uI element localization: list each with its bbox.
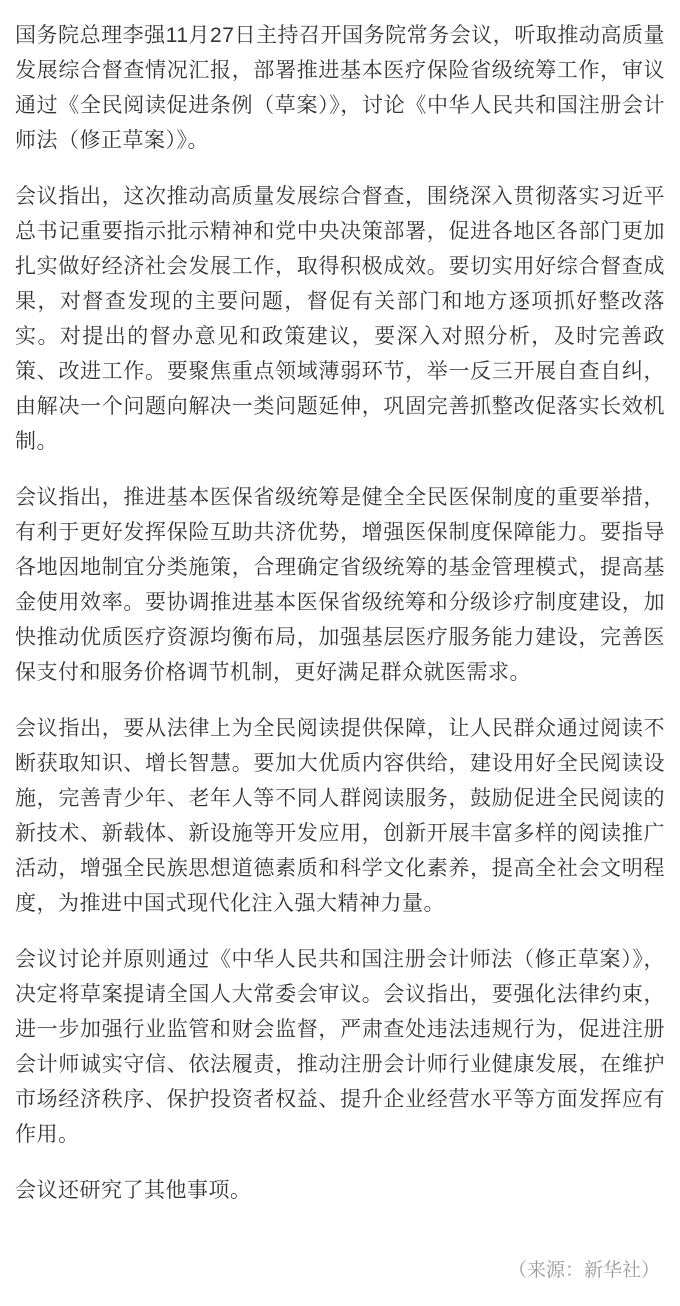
source-attribution: （来源：新华社）: [507, 1260, 660, 1281]
paragraph: 会议指出，这次推动高质量发展综合督查，围绕深入贯彻落实习近平总书记重要指示批示精神和党中央决策部署，促进各地区各部门更加扎实做好经济社会发展工作，取得积极成效。要切实用好综合督查成果，对督查发现的主要问题，督促有关部门和地方逐项抓好整改落实。对提出的督办意见和政策建议，要深入对照分析，及时完善政策、改进工作。要聚焦重点领域薄弱环节，举一反三开展自查自纠，由解决一个问题向解决一类问题延伸，巩固完善抓整改促落实长效机制。: [15, 185, 665, 453]
paragraph: 会议讨论并原则通过《中华人民共和国注册会计师法（修正草案）》，决定将草案提请全国人大常委会审议。会议指出，要强化法律约束，进一步加强行业监管和财会监督，严肃查处违法违规行为，促进注册会计师诚实守信、依法履责，推动注册会计师行业健康发展，在维护市场经济秩序、保护投资者权益、提升企业经营水平等方面发挥应有作用。: [15, 948, 665, 1146]
paragraph: 会议指出，要从法律上为全民阅读提供保障，让人民群众通过阅读不断获取知识、增长智慧。要加大优质内容供给，建设用好全民阅读设施，完善青少年、老年人等不同人群阅读服务，鼓励促进全民阅读的新技术、新载体、新设施等开发应用，创新开展丰富多样的阅读推广活动，增强全民族思想道德素质和科学文化素养，提高全社会文明程度，为推进中国式现代化注入强大精神力量。: [15, 717, 665, 915]
paragraph: 会议指出，推进基本医保省级统筹是健全全民医保制度的重要举措，有利于更好发挥保险互助共济优势，增强医保制度保障能力。要指导各地因地制宜分类施策，合理确定省级统筹的基金管理模式，提高基金使用效率。要协调推进基本医保省级统筹和分级诊疗制度建设，加快推动优质医疗资源均衡布局，加强基层医疗服务能力建设，完善医保支付和服务价格调节机制，更好满足群众就医需求。: [15, 486, 665, 684]
paragraph: 会议还研究了其他事项。: [15, 1179, 252, 1202]
paragraph: 国务院总理李强11月27日主持召开国务院常务会议，听取推动高质量发展综合督查情况汇报，部署推进基本医疗保险省级统筹工作，审议通过《全民阅读促进条例（草案）》，讨论《中华人民共和国注册会计师法（修正草案）》。: [15, 24, 665, 152]
